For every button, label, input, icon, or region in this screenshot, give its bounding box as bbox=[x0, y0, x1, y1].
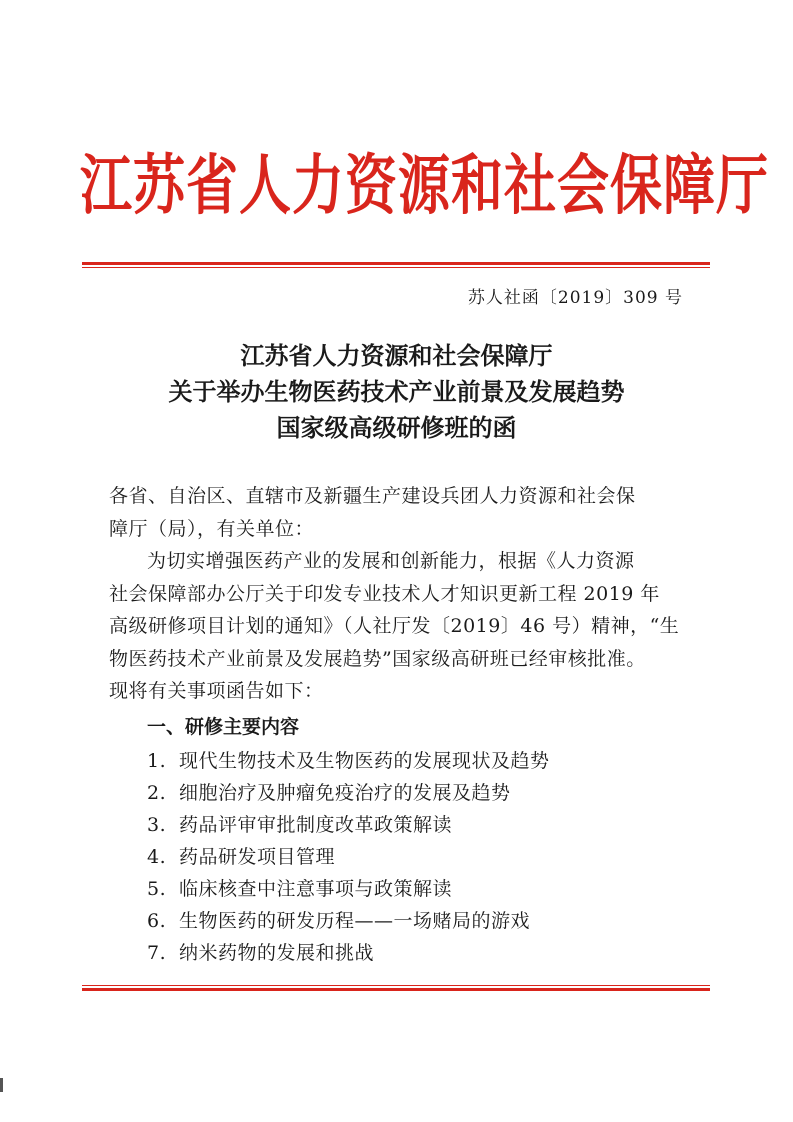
list-item bbox=[147, 937, 550, 969]
paragraph-line: 高级研修项目计划的通知》（人社厅发〔2019〕46 号）精神，“生 bbox=[109, 615, 680, 637]
list-item-number: 2. bbox=[147, 782, 167, 804]
list-item-number: 5. bbox=[147, 878, 167, 900]
paragraph-line: 现将有关事项函告如下： bbox=[109, 680, 324, 702]
list-item-text: 药品研发项目管理 bbox=[179, 846, 336, 868]
addressee bbox=[109, 480, 689, 545]
list-item-number: 4. bbox=[147, 846, 167, 868]
list-item bbox=[147, 873, 550, 905]
addressee-line: 各省、自治区、直辖市及新疆生产建设兵团人力资源和社会保 bbox=[109, 485, 636, 507]
list-item-text: 药品评审审批制度改革政策解读 bbox=[179, 814, 453, 836]
scan-margin-mark bbox=[0, 1078, 3, 1092]
paragraph-line: 社会保障部办公厅关于印发专业技术人才知识更新工程 2019 年 bbox=[109, 582, 660, 605]
paragraph-line: 为切实增强医药产业的发展和创新能力，根据《人力资源 bbox=[147, 550, 635, 572]
list-item-number: 3. bbox=[147, 814, 167, 836]
document-number: 苏人社函〔2019〕309 号 bbox=[467, 288, 683, 308]
list-item bbox=[147, 809, 550, 841]
list-item bbox=[147, 905, 550, 937]
list-item-text: 现代生物技术及生物医药的发展现状及趋势 bbox=[179, 750, 550, 772]
footer-divider-thin bbox=[82, 985, 710, 986]
letterhead-divider-thin bbox=[82, 267, 710, 268]
list-item bbox=[147, 777, 550, 809]
list-item-text: 临床核查中注意事项与政策解读 bbox=[179, 878, 453, 900]
body-paragraph bbox=[109, 545, 689, 708]
document-title-line-2: 关于举办生物医药技术产业前景及发展趋势 bbox=[168, 378, 625, 406]
list-item bbox=[147, 841, 550, 873]
list-item bbox=[147, 745, 550, 777]
list-item-text: 生物医药的研发历程——一场赌局的游戏 bbox=[179, 910, 531, 932]
list-item-number: 7. bbox=[147, 942, 167, 964]
paragraph-line: 物医药技术产业前景及发展趋势”国家级高研班已经审核批准。 bbox=[109, 647, 646, 670]
addressee-line: 障厅（局），有关单位： bbox=[109, 517, 315, 540]
document-title-line-1: 江苏省人力资源和社会保障厅 bbox=[240, 342, 553, 370]
list-item-number: 6. bbox=[147, 910, 167, 932]
list-item-text: 细胞治疗及肿瘤免疫治疗的发展及趋势 bbox=[179, 782, 511, 804]
footer-divider-thick bbox=[82, 988, 710, 991]
letterhead-divider-thick bbox=[82, 262, 710, 265]
list-item-number: 1. bbox=[147, 750, 167, 772]
letterhead-title: 江苏省人力资源和社会保障厅 bbox=[80, 147, 770, 224]
content-list bbox=[147, 745, 550, 969]
section-heading: 一、研修主要内容 bbox=[147, 716, 300, 738]
list-item-text: 纳米药物的发展和挑战 bbox=[179, 942, 375, 964]
document-title-line-3: 国家级高级研修班的函 bbox=[276, 414, 517, 442]
